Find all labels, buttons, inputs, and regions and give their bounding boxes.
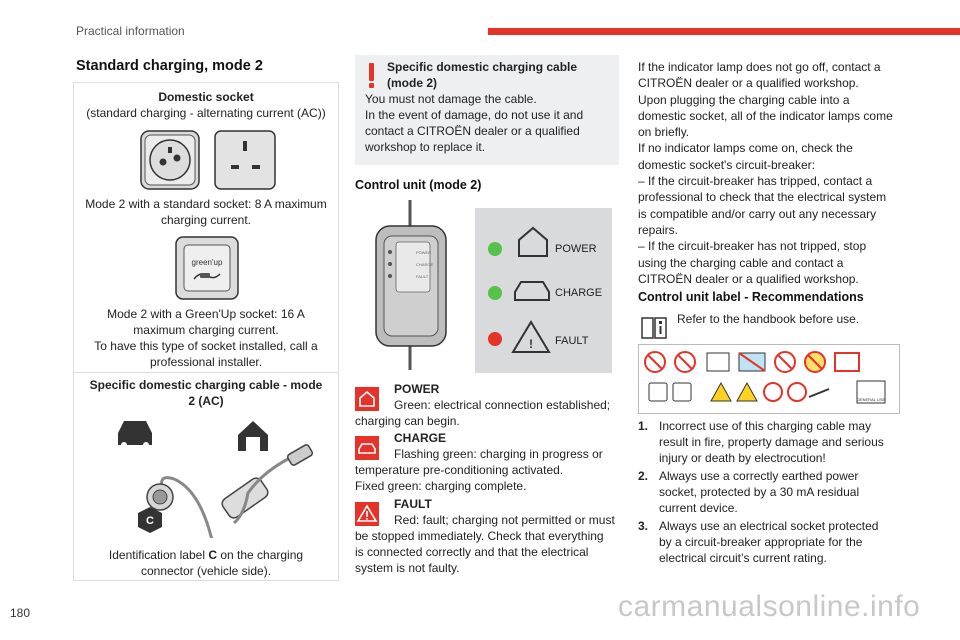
paragraph-line: domestic socket's circuit-breaker: xyxy=(638,157,816,172)
fault-led xyxy=(488,332,502,346)
cable-title-line1: Specific domestic charging cable - mode xyxy=(89,378,323,392)
greenup-socket-icon xyxy=(174,235,240,301)
label-section-title: Control unit label - Recommendations xyxy=(638,290,864,304)
fault-warning-icon xyxy=(355,502,379,526)
list-item: 2. Always use a correctly earthed power socket, protected by a 30 mA residual current device. xyxy=(638,469,860,515)
page-title: Standard charging, mode 2 xyxy=(76,58,263,74)
socket-title: Domestic socket xyxy=(158,90,254,104)
charging-connector-icon xyxy=(147,484,173,510)
label-prohibition-icons xyxy=(645,352,859,372)
handbook-note: Refer to the handbook before use. xyxy=(677,312,860,326)
mode2-standard-line2: charging current. xyxy=(160,213,252,227)
indicator-line: charging can begin. xyxy=(355,414,460,428)
right-column-text xyxy=(638,59,908,287)
svg-text:!: ! xyxy=(529,337,533,351)
paragraph-line: Upon plugging the charging cable into a xyxy=(638,92,850,107)
sticker-text: GENERAL USE xyxy=(856,397,886,402)
divider xyxy=(74,372,338,373)
exclamation-icon xyxy=(369,63,375,89)
plug-icon xyxy=(287,444,314,466)
uk-socket-icon xyxy=(215,131,275,189)
paragraph-line: repairs. xyxy=(638,222,679,237)
page-number: 180 xyxy=(10,606,31,620)
cable-title-line2: 2 (AC) xyxy=(188,394,224,408)
indicator-line: system is not faulty. xyxy=(355,561,460,575)
list-item: 3. Always use an electrical socket protected by a circuit-breaker appropriate for the electrical circuit’s current rating. xyxy=(638,519,879,565)
paragraph-line: If no indicator lamps come on, check the xyxy=(638,141,853,156)
legend-power: POWER xyxy=(555,243,597,255)
label-c-badge xyxy=(138,507,162,533)
ident-line1-pre: Identification label xyxy=(108,548,209,562)
control-box-icon xyxy=(220,476,270,520)
mode2-greenup-line3: To have this type of socket installed, call a xyxy=(94,339,318,353)
warning-line: contact a CITROËN dealer or a qualified xyxy=(365,124,580,138)
warning-title-line1: Specific domestic charging cable xyxy=(387,60,578,74)
warning-line: workshop to replace it. xyxy=(365,140,486,154)
car-outline-icon xyxy=(515,282,549,300)
warning-title-line2: (mode 2) xyxy=(387,76,438,90)
paragraph-line: on briefly. xyxy=(638,125,690,140)
section-header: Practical information xyxy=(76,24,185,38)
indicator-line: Red: fault; charging not permitted or must xyxy=(394,513,615,527)
house-icon xyxy=(238,421,268,451)
indicator-line: be stopped immediately. Check that everything xyxy=(355,529,604,543)
control-unit-label xyxy=(638,344,900,414)
indicator-legend-panel xyxy=(475,208,612,373)
ident-line1-post: on the charging xyxy=(217,548,304,562)
label-safety-icons xyxy=(649,381,885,403)
warning-line: In the event of damage, do not use it and xyxy=(365,108,584,122)
mode2-greenup-line4: professional installer. xyxy=(149,355,263,369)
watermark: carmanualsonline.info xyxy=(618,590,921,623)
header-accent-bar xyxy=(488,28,960,35)
charge-led xyxy=(488,286,502,300)
list-item: 1. Incorrect use of this charging cable may result in fire, property damage and serious injury or death by electrocution! xyxy=(638,419,884,465)
indicator-line: is connected correctly and that the electrical xyxy=(355,545,589,559)
greenup-badge: green'up xyxy=(191,258,223,267)
legend-fault: FAULT xyxy=(555,335,589,347)
paragraph-line: domestic socket, all of the indicator lamps come xyxy=(638,108,893,123)
mode2-greenup-line1: Mode 2 with a Green'Up socket: 16 A xyxy=(107,307,305,321)
unit-label-charge: CHARGE xyxy=(416,262,434,267)
paragraph-line: using the charging cable and contact a xyxy=(638,255,844,270)
paragraph-line: CITROËN dealer or a qualified workshop. xyxy=(638,271,859,286)
control-unit-title: Control unit (mode 2) xyxy=(355,178,482,192)
warning-line: You must not damage the cable. xyxy=(365,92,537,106)
svg-text:C: C xyxy=(146,515,154,527)
mode2-greenup-line2: maximum charging current. xyxy=(133,323,279,337)
indicator-name-power: POWER xyxy=(394,382,440,396)
unit-label-fault: FAULT xyxy=(416,274,429,279)
warning-panel xyxy=(355,55,619,165)
socket-subtitle: (standard charging - alternating current (AC)) xyxy=(86,106,326,120)
handbook-icon xyxy=(640,312,670,340)
socket-info-box xyxy=(73,82,339,581)
indicator-name-charge: CHARGE xyxy=(394,431,447,445)
power-house-icon xyxy=(355,387,379,411)
socket-illustrations xyxy=(139,129,277,191)
charge-car-icon xyxy=(355,436,379,460)
paragraph-line: CITROËN dealer or a qualified workshop. xyxy=(638,76,859,91)
mode2-standard-line1: Mode 2 with a standard socket: 8 A maximum xyxy=(85,197,327,211)
indicator-name-fault: FAULT xyxy=(394,497,432,511)
indicator-line: Flashing green: charging in progress or xyxy=(394,447,603,461)
house-outline-icon xyxy=(519,228,547,256)
indicator-line: Fixed green: charging complete. xyxy=(355,479,527,493)
french-socket-icon xyxy=(141,131,199,189)
recommendations-list xyxy=(638,418,908,568)
paragraph-line: – If the circuit-breaker has not tripped, stop xyxy=(638,239,867,254)
cable-illustration xyxy=(104,413,324,538)
unit-label-power: POWER xyxy=(416,250,432,255)
legend-charge: CHARGE xyxy=(555,287,603,299)
paragraph-line: professional to check that the electrical system xyxy=(638,190,887,205)
paragraph-line: – If the circuit-breaker has tripped, contact a xyxy=(638,174,873,189)
power-led xyxy=(488,242,502,256)
indicator-line: temperature pre-conditioning activated. xyxy=(355,463,564,477)
ident-line1-bold: C xyxy=(208,548,217,562)
legend-graphics xyxy=(475,208,612,373)
car-icon xyxy=(118,421,152,448)
paragraph-line: is compatible and/or carry out any necessary xyxy=(638,206,877,221)
control-unit-device xyxy=(370,200,460,370)
indicator-line: Green: electrical connection established; xyxy=(394,398,611,412)
ident-line2: connector (vehicle side). xyxy=(140,564,272,578)
paragraph-line: If the indicator lamp does not go off, contact a xyxy=(638,60,881,74)
